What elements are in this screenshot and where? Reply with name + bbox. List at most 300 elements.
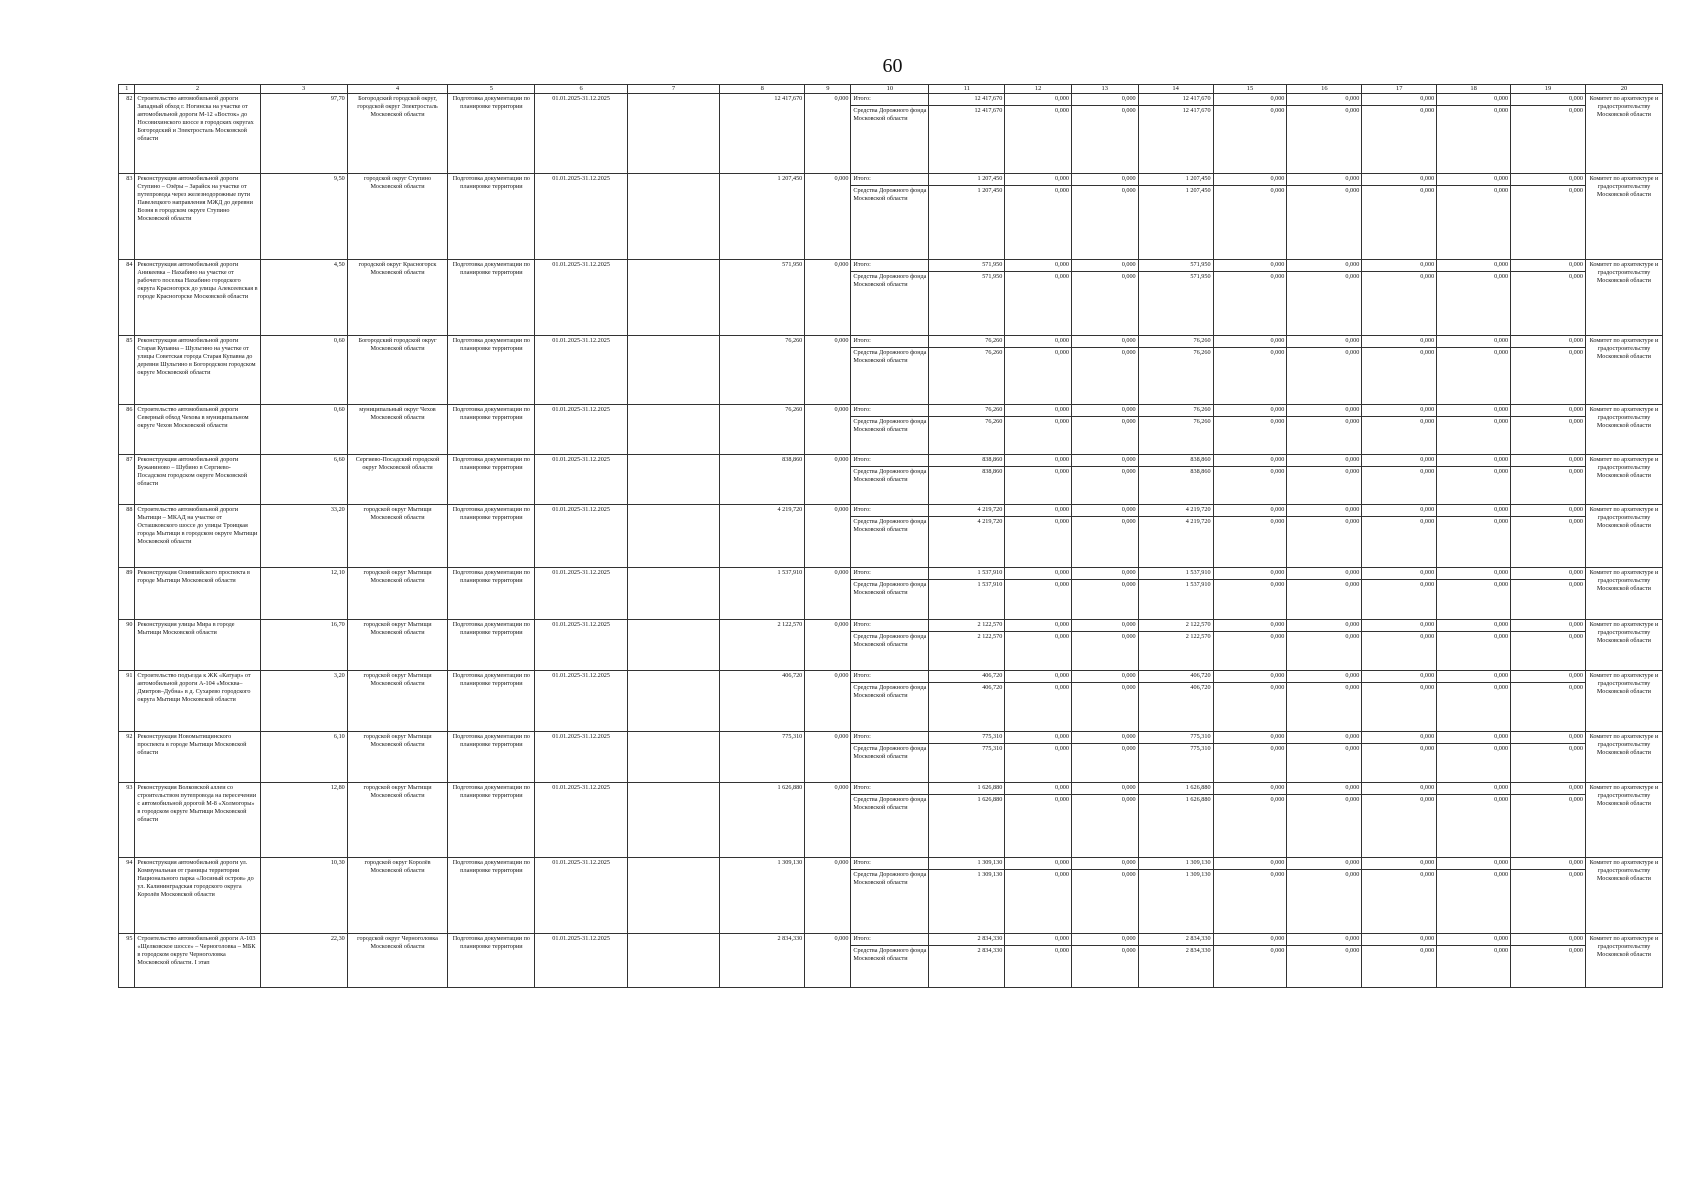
total-cost: 1 626,880 [720, 783, 805, 858]
work-period: 01.01.2025-31.12.2025 [535, 174, 627, 260]
col-17-amount [1362, 671, 1437, 732]
col-14-amount [1138, 94, 1213, 174]
col-18-amount [1437, 858, 1511, 934]
funding-source-total: Итого: [853, 935, 871, 943]
col-17-amount-fund: 0,000 [1362, 516, 1436, 527]
col-9-value: 0,000 [805, 405, 851, 455]
col-16-amount-fund: 0,000 [1287, 347, 1361, 358]
col-11-amount [929, 620, 1005, 671]
col-11-amount-fund: 1 309,130 [929, 869, 1004, 880]
work-type: Подготовка документации по планировке территории [448, 260, 535, 336]
funding-source [851, 620, 929, 671]
col-14-amount-fund: 1 626,880 [1139, 794, 1213, 805]
table-row [119, 783, 1663, 858]
column-header: 9 [805, 85, 851, 94]
empty-cell [627, 336, 719, 405]
col-16-amount-total: 0,000 [1345, 935, 1360, 943]
col-14-amount-total: 2 834,330 [1185, 935, 1211, 943]
col-17-amount-total: 0,000 [1420, 261, 1435, 269]
col-14-amount [1138, 568, 1213, 620]
object-name: Реконструкция автомобильной дороги Бужаниново – Шубино в Сергиево-Посадском городском округе Московской области [135, 455, 260, 505]
col-16-amount [1287, 732, 1362, 783]
work-period: 01.01.2025-31.12.2025 [535, 505, 627, 568]
col-16-amount-fund: 0,000 [1287, 682, 1361, 693]
col-19-amount-total: 0,000 [1569, 337, 1583, 345]
col-19-amount [1511, 260, 1586, 336]
object-length: 22,30 [260, 934, 347, 988]
col-19-amount-total: 0,000 [1569, 859, 1583, 867]
district: городской округ Красногорск Московской области [347, 260, 448, 336]
col-15-amount-total: 0,000 [1270, 784, 1285, 792]
funding-source [851, 174, 929, 260]
col-19-amount-total: 0,000 [1569, 569, 1583, 577]
responsible-body: Комитет по архитектуре и градостроительству Московской области [1585, 174, 1662, 260]
funding-source-fund: Средства Дорожного фонда Московской области [853, 871, 927, 887]
col-15-amount-total: 0,000 [1270, 935, 1285, 943]
col-14-amount-total: 2 122,570 [1185, 621, 1211, 629]
col-14-amount [1138, 260, 1213, 336]
col-12-amount-fund: 0,000 [1005, 185, 1071, 196]
col-19-amount-fund: 0,000 [1511, 271, 1585, 282]
funding-source-total: Итого: [853, 733, 871, 741]
work-period: 01.01.2025-31.12.2025 [535, 620, 627, 671]
col-15-amount-fund: 0,000 [1214, 466, 1287, 477]
total-cost: 1 537,910 [720, 568, 805, 620]
col-12-amount-total: 0,000 [1055, 733, 1069, 741]
col-16-amount-total: 0,000 [1345, 456, 1360, 464]
funding-source-total: Итого: [853, 859, 871, 867]
funding-source-total: Итого: [853, 261, 871, 269]
col-16-amount-total: 0,000 [1345, 175, 1360, 183]
object-name: Реконструкция автомобильной дороги ул. Коммунальная от границы территории Национального парка «Лосиный остров» до ул. Калининградская городского округа Королёв Московской области [135, 858, 260, 934]
col-13-amount [1071, 336, 1138, 405]
col-13-amount-total: 0,000 [1121, 175, 1136, 183]
col-18-amount-fund: 0,000 [1437, 347, 1510, 358]
col-17-amount [1362, 934, 1437, 988]
object-length: 9,50 [260, 174, 347, 260]
col-14-amount [1138, 934, 1213, 988]
col-12-amount-total: 0,000 [1055, 935, 1069, 943]
col-15-amount [1213, 934, 1287, 988]
col-18-amount [1437, 671, 1511, 732]
col-18-amount-total: 0,000 [1494, 337, 1509, 345]
col-11-amount [929, 858, 1005, 934]
col-9-value: 0,000 [805, 671, 851, 732]
col-9-value: 0,000 [805, 505, 851, 568]
work-type: Подготовка документации по планировке территории [448, 671, 535, 732]
col-12-amount-total: 0,000 [1055, 672, 1069, 680]
col-11-amount-fund: 1 537,910 [929, 579, 1004, 590]
col-16-amount-fund: 0,000 [1287, 271, 1361, 282]
col-15-amount-total: 0,000 [1270, 621, 1285, 629]
empty-cell [627, 732, 719, 783]
funding-source [851, 858, 929, 934]
col-16-amount-total: 0,000 [1345, 261, 1360, 269]
empty-cell [627, 858, 719, 934]
col-14-amount-total: 571,950 [1190, 261, 1211, 269]
col-19-amount-fund: 0,000 [1511, 631, 1585, 642]
col-11-amount-total: 2 122,570 [977, 621, 1003, 629]
col-9-value: 0,000 [805, 858, 851, 934]
col-19-amount-total: 0,000 [1569, 672, 1583, 680]
table-row [119, 174, 1663, 260]
district: городской округ Мытищи Московской области [347, 732, 448, 783]
col-18-amount-total: 0,000 [1494, 175, 1509, 183]
col-15-amount-total: 0,000 [1270, 859, 1285, 867]
table-row [119, 260, 1663, 336]
col-13-amount [1071, 505, 1138, 568]
col-18-amount-fund: 0,000 [1437, 466, 1510, 477]
column-header: 7 [627, 85, 719, 94]
col-14-amount-fund: 76,260 [1139, 347, 1213, 358]
col-16-amount [1287, 671, 1362, 732]
col-18-amount-fund: 0,000 [1437, 945, 1510, 956]
col-13-amount [1071, 671, 1138, 732]
col-13-amount [1071, 858, 1138, 934]
district: городской округ Мытищи Московской области [347, 671, 448, 732]
col-12-amount [1005, 455, 1072, 505]
budget-table [118, 84, 1663, 988]
col-14-amount [1138, 455, 1213, 505]
col-19-amount-fund: 0,000 [1511, 743, 1585, 754]
col-19-amount [1511, 568, 1586, 620]
col-18-amount-fund: 0,000 [1437, 516, 1510, 527]
col-11-amount [929, 405, 1005, 455]
work-type: Подготовка документации по планировке территории [448, 505, 535, 568]
col-16-amount-fund: 0,000 [1287, 945, 1361, 956]
col-18-amount-fund: 0,000 [1437, 185, 1510, 196]
column-header: 4 [347, 85, 448, 94]
col-17-amount-total: 0,000 [1420, 506, 1435, 514]
funding-source-fund: Средства Дорожного фонда Московской области [853, 273, 927, 289]
col-13-amount-fund: 0,000 [1072, 743, 1138, 754]
total-cost: 406,720 [720, 671, 805, 732]
col-17-amount-total: 0,000 [1420, 935, 1435, 943]
object-length: 0,60 [260, 405, 347, 455]
col-12-amount-fund: 0,000 [1005, 347, 1071, 358]
col-13-amount-total: 0,000 [1121, 95, 1136, 103]
col-15-amount [1213, 671, 1287, 732]
col-15-amount-fund: 0,000 [1214, 271, 1287, 282]
col-19-amount [1511, 455, 1586, 505]
col-13-amount-fund: 0,000 [1072, 869, 1138, 880]
work-period: 01.01.2025-31.12.2025 [535, 336, 627, 405]
col-15-amount-total: 0,000 [1270, 672, 1285, 680]
col-17-amount-fund: 0,000 [1362, 743, 1436, 754]
funding-source [851, 260, 929, 336]
col-17-amount-fund: 0,000 [1362, 579, 1436, 590]
total-cost: 1 207,450 [720, 174, 805, 260]
col-18-amount [1437, 505, 1511, 568]
work-type: Подготовка документации по планировке территории [448, 732, 535, 783]
object-name: Реконструкция Волковской аллеи со строительством путепровода на пересечении с автомобильной дорогой М-8 «Холмогоры» в городском округе Мытищи Московской области [135, 783, 260, 858]
col-12-amount-fund: 0,000 [1005, 416, 1071, 427]
col-16-amount [1287, 260, 1362, 336]
funding-source-fund: Средства Дорожного фонда Московской области [853, 468, 927, 484]
col-19-amount-total: 0,000 [1569, 175, 1583, 183]
col-18-amount [1437, 620, 1511, 671]
col-19-amount-fund: 0,000 [1511, 185, 1585, 196]
col-15-amount-fund: 0,000 [1214, 869, 1287, 880]
col-18-amount-fund: 0,000 [1437, 794, 1510, 805]
object-length: 12,10 [260, 568, 347, 620]
total-cost: 838,860 [720, 455, 805, 505]
col-17-amount-fund: 0,000 [1362, 185, 1436, 196]
col-17-amount-fund: 0,000 [1362, 347, 1436, 358]
object-name: Строительство подъезда к ЖК «Катуар» от автомобильной дороги А-104 «Москва–Дмитров–Дубна» в д. Сухарево городского округа Мытищи Московской области [135, 671, 260, 732]
district: городской округ Мытищи Московской области [347, 783, 448, 858]
empty-cell [627, 174, 719, 260]
col-19-amount-total: 0,000 [1569, 784, 1583, 792]
col-17-amount-total: 0,000 [1420, 456, 1435, 464]
column-header: 8 [720, 85, 805, 94]
col-13-amount [1071, 455, 1138, 505]
col-17-amount-total: 0,000 [1420, 859, 1435, 867]
col-14-amount [1138, 783, 1213, 858]
col-12-amount [1005, 568, 1072, 620]
funding-source-total: Итого: [853, 406, 871, 414]
col-13-amount-total: 0,000 [1121, 621, 1136, 629]
col-15-amount [1213, 455, 1287, 505]
col-13-amount-total: 0,000 [1121, 733, 1136, 741]
col-14-amount-total: 1 207,450 [1185, 175, 1211, 183]
column-header: 2 [135, 85, 260, 94]
col-15-amount-fund: 0,000 [1214, 105, 1287, 116]
col-16-amount [1287, 94, 1362, 174]
district: муниципальный округ Чехов Московской области [347, 405, 448, 455]
col-18-amount [1437, 934, 1511, 988]
col-17-amount-fund: 0,000 [1362, 631, 1436, 642]
col-14-amount-total: 4 219,720 [1185, 506, 1211, 514]
col-14-amount-total: 1 537,910 [1185, 569, 1211, 577]
table-row [119, 94, 1663, 174]
col-18-amount [1437, 405, 1511, 455]
col-19-amount [1511, 405, 1586, 455]
col-12-amount-total: 0,000 [1055, 337, 1069, 345]
col-18-amount-total: 0,000 [1494, 621, 1509, 629]
col-13-amount-total: 0,000 [1121, 672, 1136, 680]
column-header: 16 [1287, 85, 1362, 94]
col-14-amount [1138, 732, 1213, 783]
work-period: 01.01.2025-31.12.2025 [535, 260, 627, 336]
col-14-amount [1138, 174, 1213, 260]
col-17-amount-total: 0,000 [1420, 337, 1435, 345]
funding-source-fund: Средства Дорожного фонда Московской области [853, 349, 927, 365]
col-12-amount-total: 0,000 [1055, 784, 1069, 792]
col-11-amount-fund: 76,260 [929, 416, 1004, 427]
funding-source-total: Итого: [853, 672, 871, 680]
funding-source-fund: Средства Дорожного фонда Московской области [853, 947, 927, 963]
col-16-amount-fund: 0,000 [1287, 579, 1361, 590]
work-type: Подготовка документации по планировке территории [448, 934, 535, 988]
col-14-amount-total: 775,310 [1190, 733, 1211, 741]
col-17-amount [1362, 568, 1437, 620]
col-17-amount [1362, 174, 1437, 260]
responsible-body: Комитет по архитектуре и градостроительству Московской области [1585, 405, 1662, 455]
col-14-amount-fund: 1 309,130 [1139, 869, 1213, 880]
col-16-amount [1287, 405, 1362, 455]
col-15-amount-fund: 0,000 [1214, 416, 1287, 427]
funding-source-fund: Средства Дорожного фонда Московской области [853, 418, 927, 434]
column-header: 12 [1005, 85, 1072, 94]
object-name: Строительство автомобильной дороги А-103 «Щелковское шоссе» – Черноголовка – МБК в городском округе Черноголовка Московской области. I этап [135, 934, 260, 988]
col-15-amount-fund: 0,000 [1214, 794, 1287, 805]
col-12-amount [1005, 934, 1072, 988]
col-11-amount-total: 76,260 [985, 406, 1003, 414]
object-length: 33,20 [260, 505, 347, 568]
col-14-amount-fund: 76,260 [1139, 416, 1213, 427]
total-cost: 76,260 [720, 405, 805, 455]
col-18-amount [1437, 732, 1511, 783]
col-13-amount-total: 0,000 [1121, 456, 1136, 464]
funding-source [851, 732, 929, 783]
col-12-amount-fund: 0,000 [1005, 869, 1071, 880]
work-type: Подготовка документации по планировке территории [448, 620, 535, 671]
object-length: 0,60 [260, 336, 347, 405]
col-17-amount-total: 0,000 [1420, 621, 1435, 629]
col-15-amount-total: 0,000 [1270, 95, 1285, 103]
col-13-amount [1071, 620, 1138, 671]
col-11-amount-total: 406,720 [982, 672, 1003, 680]
col-16-amount-total: 0,000 [1345, 569, 1360, 577]
responsible-body: Комитет по архитектуре и градостроительству Московской области [1585, 336, 1662, 405]
column-header: 14 [1138, 85, 1213, 94]
col-14-amount [1138, 505, 1213, 568]
district: Богородский городской округ, городской округ Электросталь Московской области [347, 94, 448, 174]
col-14-amount-fund: 406,720 [1139, 682, 1213, 693]
col-19-amount-fund: 0,000 [1511, 105, 1585, 116]
funding-source-fund: Средства Дорожного фонда Московской области [853, 107, 927, 123]
col-12-amount-total: 0,000 [1055, 569, 1069, 577]
funding-source [851, 94, 929, 174]
col-15-amount-fund: 0,000 [1214, 516, 1287, 527]
district: городской округ Королёв Московской области [347, 858, 448, 934]
funding-source [851, 405, 929, 455]
object-name: Реконструкция автомобильной дороги Аникеевка – Нахабино на участке от рабочего поселка Нахабино городского округа Красногорск до улицы Алексеевская в городе Красногорске Московской области [135, 260, 260, 336]
district: городской округ Черноголовка Московской области [347, 934, 448, 988]
col-13-amount-fund: 0,000 [1072, 794, 1138, 805]
col-13-amount-fund: 0,000 [1072, 347, 1138, 358]
funding-source [851, 505, 929, 568]
col-11-amount-fund: 12 417,670 [929, 105, 1004, 116]
col-16-amount-fund: 0,000 [1287, 869, 1361, 880]
col-18-amount [1437, 783, 1511, 858]
col-11-amount [929, 732, 1005, 783]
col-13-amount-total: 0,000 [1121, 261, 1136, 269]
col-14-amount-fund: 1 207,450 [1139, 185, 1213, 196]
col-12-amount [1005, 336, 1072, 405]
col-15-amount [1213, 783, 1287, 858]
col-15-amount-total: 0,000 [1270, 456, 1285, 464]
col-17-amount [1362, 94, 1437, 174]
column-header: 1 [119, 85, 135, 94]
col-11-amount-fund: 775,310 [929, 743, 1004, 754]
col-11-amount-fund: 76,260 [929, 347, 1004, 358]
col-13-amount-total: 0,000 [1121, 337, 1136, 345]
object-name: Строительство автомобильной дороги Мытищи – МКАД на участке от Осташковского шоссе до улицы Троицкая города Мытищи в городском округе Мытищи Московской области [135, 505, 260, 568]
object-name: Реконструкция Новомытищинского проспекта в городе Мытищи Московской области [135, 732, 260, 783]
object-name: Реконструкция автомобильной дороги Ступино – Озёры – Зарайск на участке от путепровода через железнодорожные пути Павелецкого направления МЖД до деревни Возня в городском округе Ступино Московской области [135, 174, 260, 260]
col-19-amount-fund: 0,000 [1511, 516, 1585, 527]
col-15-amount [1213, 620, 1287, 671]
col-18-amount [1437, 568, 1511, 620]
col-15-amount-fund: 0,000 [1214, 347, 1287, 358]
col-17-amount [1362, 260, 1437, 336]
col-16-amount-total: 0,000 [1345, 406, 1360, 414]
col-19-amount-total: 0,000 [1569, 733, 1583, 741]
col-17-amount [1362, 783, 1437, 858]
col-14-amount [1138, 858, 1213, 934]
col-19-amount-fund: 0,000 [1511, 945, 1585, 956]
responsible-body: Комитет по архитектуре и градостроительству Московской области [1585, 783, 1662, 858]
empty-cell [627, 260, 719, 336]
column-header: 20 [1585, 85, 1662, 94]
object-length: 3,20 [260, 671, 347, 732]
row-number: 95 [119, 934, 135, 988]
empty-cell [627, 94, 719, 174]
col-13-amount-total: 0,000 [1121, 859, 1136, 867]
col-16-amount-fund: 0,000 [1287, 105, 1361, 116]
funding-source-total: Итого: [853, 569, 871, 577]
funding-source-total: Итого: [853, 621, 871, 629]
col-16-amount [1287, 505, 1362, 568]
col-13-amount-fund: 0,000 [1072, 516, 1138, 527]
funding-source-total: Итого: [853, 337, 871, 345]
col-9-value: 0,000 [805, 174, 851, 260]
object-name: Реконструкция улицы Мира в городе Мытищи Московской области [135, 620, 260, 671]
col-16-amount-total: 0,000 [1345, 733, 1360, 741]
col-16-amount-fund: 0,000 [1287, 466, 1361, 477]
col-18-amount-total: 0,000 [1494, 784, 1509, 792]
district: Богородский городской округ Московской области [347, 336, 448, 405]
col-19-amount [1511, 934, 1586, 988]
col-13-amount-total: 0,000 [1121, 784, 1136, 792]
funding-source-total: Итого: [853, 175, 871, 183]
funding-source-fund: Средства Дорожного фонда Московской области [853, 518, 927, 534]
responsible-body: Комитет по архитектуре и градостроительству Московской области [1585, 858, 1662, 934]
col-12-amount-total: 0,000 [1055, 621, 1069, 629]
col-14-amount-fund: 4 219,720 [1139, 516, 1213, 527]
col-15-amount-total: 0,000 [1270, 733, 1285, 741]
col-15-amount-total: 0,000 [1270, 261, 1285, 269]
col-18-amount-total: 0,000 [1494, 261, 1509, 269]
district: городской округ Мытищи Московской области [347, 620, 448, 671]
total-cost: 2 122,570 [720, 620, 805, 671]
work-period: 01.01.2025-31.12.2025 [535, 568, 627, 620]
col-11-amount [929, 336, 1005, 405]
col-15-amount-total: 0,000 [1270, 175, 1285, 183]
table-row [119, 568, 1663, 620]
col-12-amount-total: 0,000 [1055, 506, 1069, 514]
col-16-amount-fund: 0,000 [1287, 794, 1361, 805]
work-type: Подготовка документации по планировке территории [448, 405, 535, 455]
col-18-amount-total: 0,000 [1494, 95, 1509, 103]
col-11-amount-fund: 2 834,330 [929, 945, 1004, 956]
col-19-amount-fund: 0,000 [1511, 416, 1585, 427]
col-12-amount [1005, 505, 1072, 568]
col-11-amount-total: 2 834,330 [977, 935, 1003, 943]
col-19-amount [1511, 858, 1586, 934]
col-18-amount [1437, 260, 1511, 336]
work-period: 01.01.2025-31.12.2025 [535, 732, 627, 783]
col-19-amount-total: 0,000 [1569, 935, 1583, 943]
col-17-amount [1362, 336, 1437, 405]
empty-cell [627, 455, 719, 505]
work-type: Подготовка документации по планировке территории [448, 783, 535, 858]
responsible-body: Комитет по архитектуре и градостроительству Московской области [1585, 934, 1662, 988]
object-length: 16,70 [260, 620, 347, 671]
col-9-value: 0,000 [805, 455, 851, 505]
